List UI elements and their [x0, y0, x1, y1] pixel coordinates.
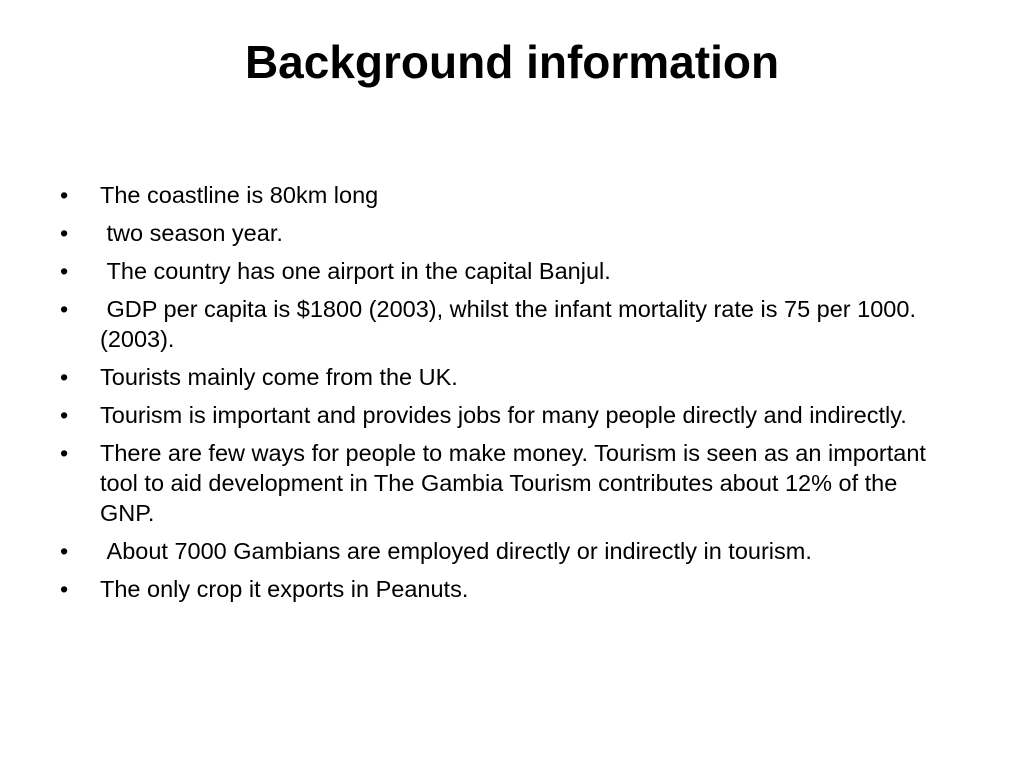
bullet-text: GDP per capita is $1800 (2003), whilst the infant mortality rate is 75 per 1000. (2003). [100, 296, 923, 352]
bullet-icon: • [60, 576, 69, 602]
bullet-icon: • [60, 258, 69, 284]
bullet-text: Tourism is important and provides jobs for many people directly and indirectly. [100, 402, 907, 428]
bullet-icon: • [60, 182, 69, 208]
bullet-text: There are few ways for people to make money. Tourism is seen as an important tool to aid development in The Gambia Tourism contributes about 12% of the GNP. [100, 440, 933, 526]
bullet-item [60, 294, 940, 354]
bullet-text: About 7000 Gambians are employed directly or indirectly in tourism. [100, 538, 812, 564]
slide-title: Background information [244, 36, 780, 88]
bullet-text: two season year. [100, 220, 283, 246]
bullet-icon: • [60, 402, 69, 428]
bullet-text: The country has one airport in the capital Banjul. [100, 258, 611, 284]
bullet-item [60, 218, 940, 248]
bullet-item [60, 400, 940, 430]
bullet-icon: • [60, 364, 69, 390]
bullet-list [60, 180, 940, 612]
bullet-icon: • [60, 538, 69, 564]
bullet-item [60, 256, 940, 286]
bullet-item [60, 574, 940, 604]
bullet-item [60, 438, 940, 528]
bullet-icon: • [60, 296, 69, 322]
bullet-icon: • [60, 220, 69, 246]
bullet-text: The only crop it exports in Peanuts. [100, 576, 469, 602]
bullet-text: Tourists mainly come from the UK. [100, 364, 458, 390]
bullet-icon: • [60, 440, 69, 466]
bullet-text: The coastline is 80km long [100, 182, 379, 208]
bullet-item [60, 180, 940, 210]
bullet-item [60, 536, 940, 566]
bullet-item [60, 362, 940, 392]
